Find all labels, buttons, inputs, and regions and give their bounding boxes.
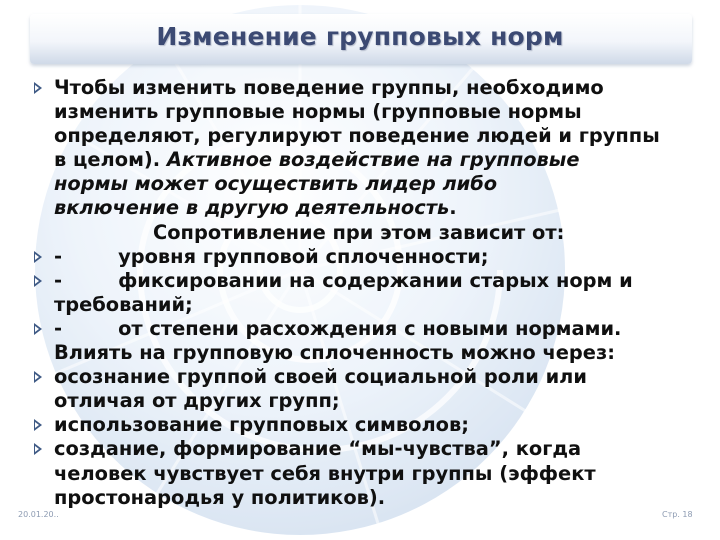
list-item <box>33 365 701 413</box>
item-line-mixed <box>54 196 701 220</box>
item-line: определяют, регулируют поведение людей и группы <box>54 124 660 148</box>
dash-marker: - <box>54 268 63 292</box>
item-line: Чтобы изменить поведение группы, необходимо <box>54 76 604 99</box>
item-continuation: Влиять на групповую сплоченность можно через: <box>54 341 615 365</box>
resistance-heading: Сопротивление при этом зависит от: <box>153 220 565 244</box>
item-italic-line: Активное воздействие на групповые <box>166 148 580 172</box>
item-italic-line: нормы может осуществить лидер либо <box>54 172 498 196</box>
item-text: фиксировании на содержании старых норм и <box>118 268 633 292</box>
item-continuation: простонародья у политиков). <box>54 485 386 509</box>
item-text: создание, формирование “мы-чувства”, когда <box>54 437 582 461</box>
item-text: осознание группой своей социальной роли или <box>54 365 587 389</box>
item-line: в целом). <box>54 148 167 172</box>
footer-page-number: Стр. 18 <box>662 510 693 519</box>
arrow-bullet-icon <box>34 251 42 263</box>
list-item <box>33 76 701 245</box>
arrow-bullet-icon <box>34 275 42 287</box>
item-line: изменить групповые нормы (групповые нормы <box>54 100 582 124</box>
arrow-bullet-icon <box>34 82 42 94</box>
arrow-bullet-icon <box>34 323 42 335</box>
list-item <box>33 317 701 365</box>
list-item <box>33 269 701 317</box>
item-text: использование групповых символов; <box>54 413 469 437</box>
item-continuation: человек чувствует себя внутри группы (эффект <box>54 461 596 485</box>
dash-marker: - <box>54 244 63 268</box>
dash-marker: - <box>54 316 63 340</box>
item-period: . <box>449 196 457 220</box>
arrow-bullet-icon <box>34 419 42 431</box>
slide-content <box>33 76 701 510</box>
list-item <box>33 245 701 269</box>
arrow-bullet-icon <box>34 443 42 455</box>
item-continuation: требований; <box>54 292 193 316</box>
item-italic-line: включение в другую деятельность <box>54 196 450 220</box>
item-continuation: отличая от других групп; <box>54 389 340 413</box>
item-text: от степени расхождения с новыми нормами. <box>118 316 622 340</box>
slide-title: Изменение групповых норм <box>156 22 564 51</box>
footer-date: 20.01.20.. <box>18 510 59 519</box>
item-line-mixed <box>54 148 701 172</box>
list-item <box>33 437 701 509</box>
arrow-bullet-icon <box>34 371 42 383</box>
item-text: уровня групповой сплоченности; <box>118 244 489 268</box>
list-item <box>33 413 701 437</box>
